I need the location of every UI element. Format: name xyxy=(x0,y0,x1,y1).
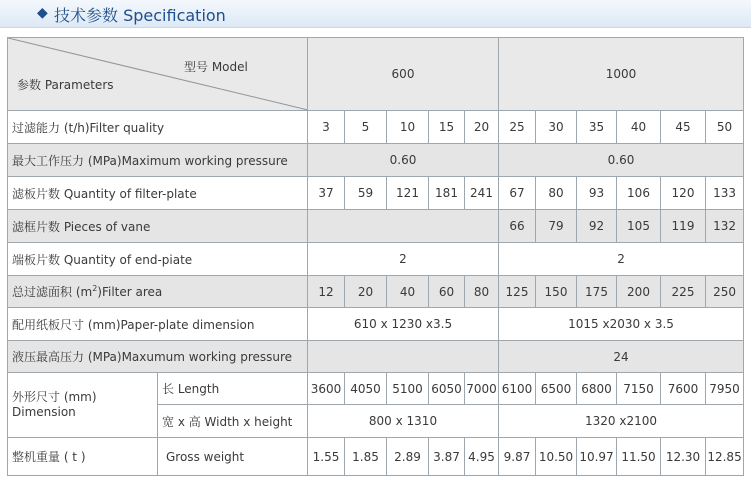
row-label: 滤板片数 Quantity of filter-plate xyxy=(8,177,308,210)
table-cell: 4050 xyxy=(345,373,387,405)
table-cell: 6500 xyxy=(536,373,577,405)
table-cell: 66 xyxy=(499,210,536,243)
table-cell: 80 xyxy=(536,177,577,210)
table-cell: 20 xyxy=(345,276,387,308)
row-label: 整机重量 ( t ) xyxy=(8,438,158,476)
row-paper-plate-dimension xyxy=(8,308,744,341)
table-cell: 7600 xyxy=(661,373,706,405)
row-label: 配用纸板尺寸 (mm)Paper-plate dimension xyxy=(8,308,308,341)
table-cell: 119 xyxy=(661,210,706,243)
row-label-prefix: 总过滤面积 (m xyxy=(12,285,93,299)
row-label: 滤框片数 Pieces of vane xyxy=(8,210,308,243)
row-filter-plate xyxy=(8,177,744,210)
table-cell: 132 xyxy=(706,210,744,243)
table-cell: 106 xyxy=(617,177,661,210)
table-cell: 120 xyxy=(661,177,706,210)
table-cell: 3 xyxy=(308,111,345,144)
sub-label-width-height: 宽 x 高 Width x height xyxy=(158,405,308,438)
table-cell: 80 xyxy=(465,276,499,308)
table-cell: 79 xyxy=(536,210,577,243)
table-cell: 1015 x2030 x 3.5 xyxy=(499,308,744,341)
row-dimension-length xyxy=(8,373,744,405)
table-cell: 6100 xyxy=(499,373,536,405)
table-cell: 0.60 xyxy=(308,144,499,177)
table-cell: 181 xyxy=(429,177,465,210)
table-cell: 1.55 xyxy=(308,438,345,476)
table-cell: 1320 x2100 xyxy=(499,405,744,438)
section-title-bar xyxy=(0,0,751,28)
row-label-dimension xyxy=(8,373,158,438)
table-cell: 59 xyxy=(345,177,387,210)
sub-label-gross-weight: Gross weight xyxy=(158,438,308,476)
table-cell: 12.30 xyxy=(661,438,706,476)
table-cell: 10.97 xyxy=(577,438,617,476)
table-cell: 9.87 xyxy=(499,438,536,476)
empty-cell xyxy=(308,210,499,243)
table-cell: 5 xyxy=(345,111,387,144)
table-cell: 24 xyxy=(499,341,744,373)
table-cell: 3.87 xyxy=(429,438,465,476)
table-cell: 610 x 1230 x3.5 xyxy=(308,308,499,341)
table-cell: 93 xyxy=(577,177,617,210)
table-cell: 25 xyxy=(499,111,536,144)
table-cell: 2 xyxy=(308,243,499,276)
row-label-superscript: 2 xyxy=(92,284,98,293)
table-cell: 800 x 1310 xyxy=(308,405,499,438)
table-header-row xyxy=(8,38,744,111)
model-1000-header: 1000 xyxy=(499,38,744,111)
table-cell: 241 xyxy=(465,177,499,210)
table-cell: 15 xyxy=(429,111,465,144)
table-cell: 125 xyxy=(499,276,536,308)
empty-cell xyxy=(308,341,499,373)
table-cell: 37 xyxy=(308,177,345,210)
table-cell: 105 xyxy=(617,210,661,243)
table-cell: 6800 xyxy=(577,373,617,405)
header-model-label: 型号 Model xyxy=(184,60,248,74)
table-cell: 40 xyxy=(617,111,661,144)
specification-table xyxy=(7,37,744,476)
row-label-suffix: )Filter area xyxy=(97,285,163,299)
table-cell: 30 xyxy=(536,111,577,144)
row-filter-quality xyxy=(8,111,744,144)
table-cell: 150 xyxy=(536,276,577,308)
table-cell: 1.85 xyxy=(345,438,387,476)
section-title: 技术参数 Specification xyxy=(54,6,226,25)
row-gross-weight xyxy=(8,438,744,476)
table-cell: 4.95 xyxy=(465,438,499,476)
table-cell: 50 xyxy=(706,111,744,144)
table-cell: 175 xyxy=(577,276,617,308)
table-cell: 45 xyxy=(661,111,706,144)
table-cell: 2 xyxy=(499,243,744,276)
table-cell: 3600 xyxy=(308,373,345,405)
row-label xyxy=(8,276,308,308)
table-cell: 12 xyxy=(308,276,345,308)
table-cell: 11.50 xyxy=(617,438,661,476)
table-cell: 35 xyxy=(577,111,617,144)
row-hydraulic-pressure xyxy=(8,341,744,373)
table-cell: 67 xyxy=(499,177,536,210)
table-cell: 92 xyxy=(577,210,617,243)
row-label: 过滤能力 (t/h)Filter quality xyxy=(8,111,308,144)
dimension-label-line2: Dimension xyxy=(12,405,76,419)
row-max-working-pressure xyxy=(8,144,744,177)
sub-label-length: 长 Length xyxy=(158,373,308,405)
table-cell: 10 xyxy=(387,111,429,144)
table-cell: 5100 xyxy=(387,373,429,405)
row-filter-area xyxy=(8,276,744,308)
dimension-label-line1: 外形尺寸 (mm) xyxy=(12,390,97,404)
table-cell: 20 xyxy=(465,111,499,144)
row-label: 液压最高压力 (MPa)Maxumum working pressure xyxy=(8,341,308,373)
table-cell: 12.85 xyxy=(706,438,744,476)
table-cell: 121 xyxy=(387,177,429,210)
table-cell: 60 xyxy=(429,276,465,308)
table-cell: 133 xyxy=(706,177,744,210)
table-cell: 7150 xyxy=(617,373,661,405)
header-diagonal-line xyxy=(8,38,308,110)
row-end-plate xyxy=(8,243,744,276)
diamond-bullet-icon: ◆ xyxy=(37,5,48,21)
table-cell: 40 xyxy=(387,276,429,308)
table-cell: 200 xyxy=(617,276,661,308)
table-cell: 0.60 xyxy=(499,144,744,177)
table-cell: 7000 xyxy=(465,373,499,405)
table-cell: 250 xyxy=(706,276,744,308)
header-corner-cell xyxy=(8,38,308,111)
row-pieces-of-vane xyxy=(8,210,744,243)
table-cell: 225 xyxy=(661,276,706,308)
table-cell: 2.89 xyxy=(387,438,429,476)
model-600-header: 600 xyxy=(308,38,499,111)
table-cell: 6050 xyxy=(429,373,465,405)
row-label: 端板片数 Quantity of end-piate xyxy=(8,243,308,276)
table-cell: 7950 xyxy=(706,373,744,405)
row-label: 最大工作压力 (MPa)Maximum working pressure xyxy=(8,144,308,177)
table-cell: 10.50 xyxy=(536,438,577,476)
header-parameters-label: 参数 Parameters xyxy=(17,78,114,92)
